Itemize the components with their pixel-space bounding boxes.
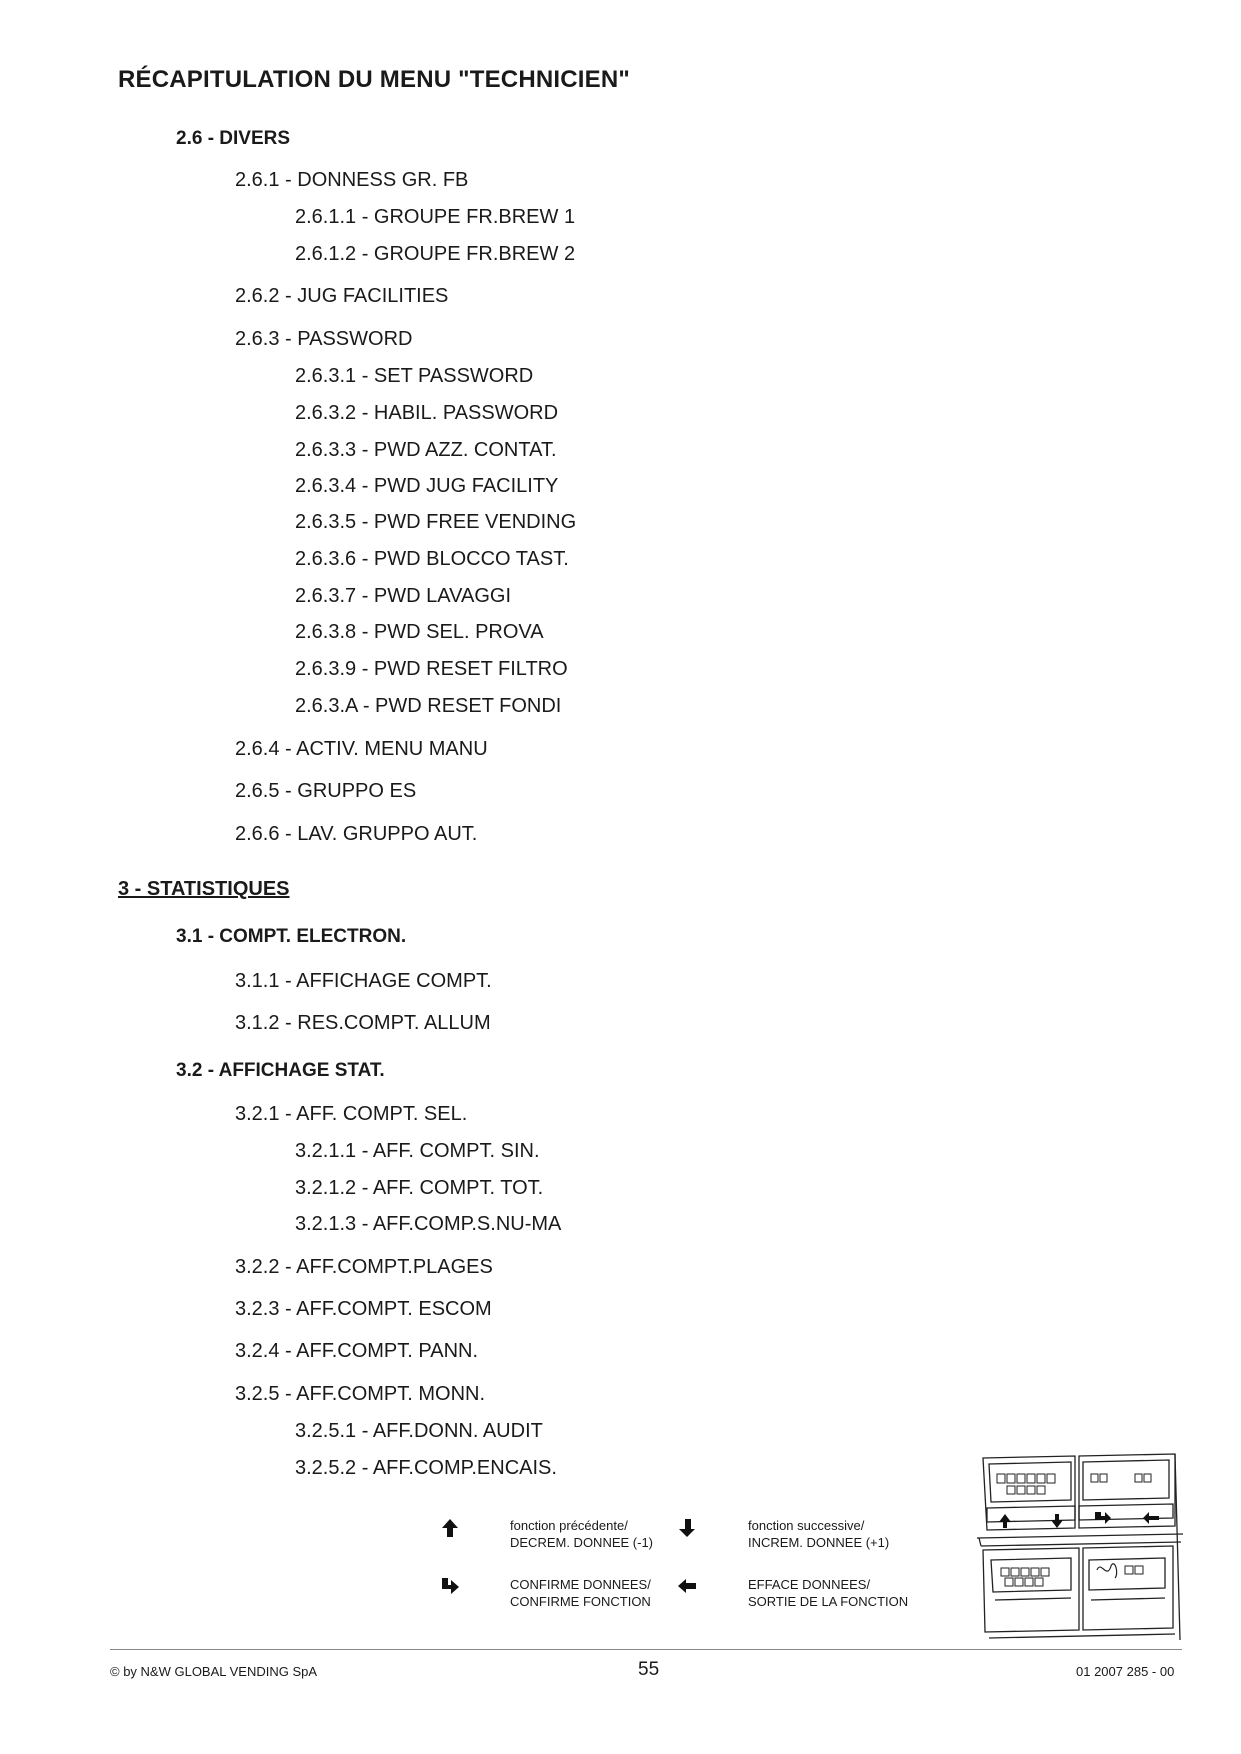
page-title: RÉCAPITULATION DU MENU "TECHNICIEN" bbox=[118, 66, 630, 93]
menu-item: 2.6.3.3 - PWD AZZ. CONTAT. bbox=[295, 439, 557, 461]
legend-back-line1: EFFACE DONNEES/ bbox=[748, 1577, 871, 1592]
menu-item: 3.2.1.1 - AFF. COMPT. SIN. bbox=[295, 1140, 540, 1162]
subsection-heading-stat: 3.2 - AFFICHAGE STAT. bbox=[176, 1060, 385, 1081]
legend-up-line2: DECREM. DONNEE (-1) bbox=[510, 1535, 654, 1550]
section-heading-statistiques: 3 - STATISTIQUES bbox=[118, 878, 290, 900]
legend-enter-text bbox=[510, 1576, 651, 1610]
menu-item: 3.1.1 - AFFICHAGE COMPT. bbox=[235, 970, 492, 992]
legend-enter-line1: CONFIRME DONNEES/ bbox=[510, 1577, 651, 1592]
menu-item: 2.6.3.8 - PWD SEL. PROVA bbox=[295, 621, 544, 643]
legend-back-line2: SORTIE DE LA FONCTION bbox=[748, 1594, 909, 1609]
menu-item: 2.6.3.A - PWD RESET FONDI bbox=[295, 695, 562, 717]
legend-up-line1: fonction précédente/ bbox=[510, 1518, 628, 1533]
menu-item: 2.6.6 - LAV. GRUPPO AUT. bbox=[235, 823, 478, 845]
menu-item: 2.6.3.7 - PWD LAVAGGI bbox=[295, 585, 511, 607]
legend-up-text bbox=[510, 1517, 653, 1551]
back-arrow-icon bbox=[676, 1575, 698, 1597]
menu-item: 3.2.5.2 - AFF.COMP.ENCAIS. bbox=[295, 1457, 557, 1479]
menu-item: 3.2.5 - AFF.COMPT. MONN. bbox=[235, 1383, 486, 1405]
menu-item: 2.6.3 - PASSWORD bbox=[235, 328, 413, 350]
menu-item: 2.6.3.6 - PWD BLOCCO TAST. bbox=[295, 548, 569, 570]
subsection-heading-compt: 3.1 - COMPT. ELECTRON. bbox=[176, 926, 407, 947]
menu-item: 3.2.4 - AFF.COMPT. PANN. bbox=[235, 1340, 479, 1362]
section-heading-divers: 2.6 - DIVERS bbox=[176, 128, 291, 149]
menu-item: 2.6.3.1 - SET PASSWORD bbox=[295, 365, 534, 387]
menu-item: 3.1.2 - RES.COMPT. ALLUM bbox=[235, 1012, 491, 1034]
doc-code: 01 2007 285 - 00 bbox=[1076, 1664, 1175, 1679]
menu-item: 2.6.1.2 - GROUPE FR.BREW 2 bbox=[295, 243, 576, 265]
menu-item: 3.2.1.3 - AFF.COMP.S.NU-MA bbox=[295, 1213, 562, 1235]
footer-copyright: © by N&W GLOBAL VENDING SpA bbox=[110, 1664, 318, 1679]
page-number: 55 bbox=[638, 1659, 660, 1680]
menu-item: 2.6.3.5 - PWD FREE VENDING bbox=[295, 511, 577, 533]
menu-item: 2.6.3.9 - PWD RESET FILTRO bbox=[295, 658, 568, 680]
menu-item: 2.6.4 - ACTIV. MENU MANU bbox=[235, 738, 488, 760]
legend-enter-line2: CONFIRME FONCTION bbox=[510, 1594, 651, 1609]
arrow-up-icon bbox=[439, 1517, 461, 1539]
legend-down-line2: INCREM. DONNEE (+1) bbox=[748, 1535, 890, 1550]
legend-down-line1: fonction successive/ bbox=[748, 1518, 865, 1533]
menu-item: 2.6.3.2 - HABIL. PASSWORD bbox=[295, 402, 559, 424]
menu-item: 2.6.2 - JUG FACILITIES bbox=[235, 285, 449, 307]
enter-arrow-icon bbox=[439, 1575, 461, 1597]
menu-item: 3.2.2 - AFF.COMPT.PLAGES bbox=[235, 1256, 493, 1278]
menu-item: 3.2.3 - AFF.COMPT. ESCOM bbox=[235, 1298, 492, 1320]
menu-item: 3.2.5.1 - AFF.DONN. AUDIT bbox=[295, 1420, 543, 1442]
footer-divider bbox=[110, 1649, 1182, 1650]
arrow-down-icon bbox=[676, 1517, 698, 1539]
menu-item: 2.6.3.4 - PWD JUG FACILITY bbox=[295, 475, 559, 497]
menu-item: 2.6.5 - GRUPPO ES bbox=[235, 780, 417, 802]
menu-item: 3.2.1 - AFF. COMPT. SEL. bbox=[235, 1103, 468, 1125]
keypad-panel-illustration bbox=[975, 1450, 1185, 1655]
menu-item: 2.6.1 - DONNESS GR. FB bbox=[235, 169, 469, 191]
menu-item: 3.2.1.2 - AFF. COMPT. TOT. bbox=[295, 1177, 544, 1199]
menu-item: 2.6.1.1 - GROUPE FR.BREW 1 bbox=[295, 206, 576, 228]
legend-back-text bbox=[748, 1576, 908, 1610]
legend-down-text bbox=[748, 1517, 889, 1551]
